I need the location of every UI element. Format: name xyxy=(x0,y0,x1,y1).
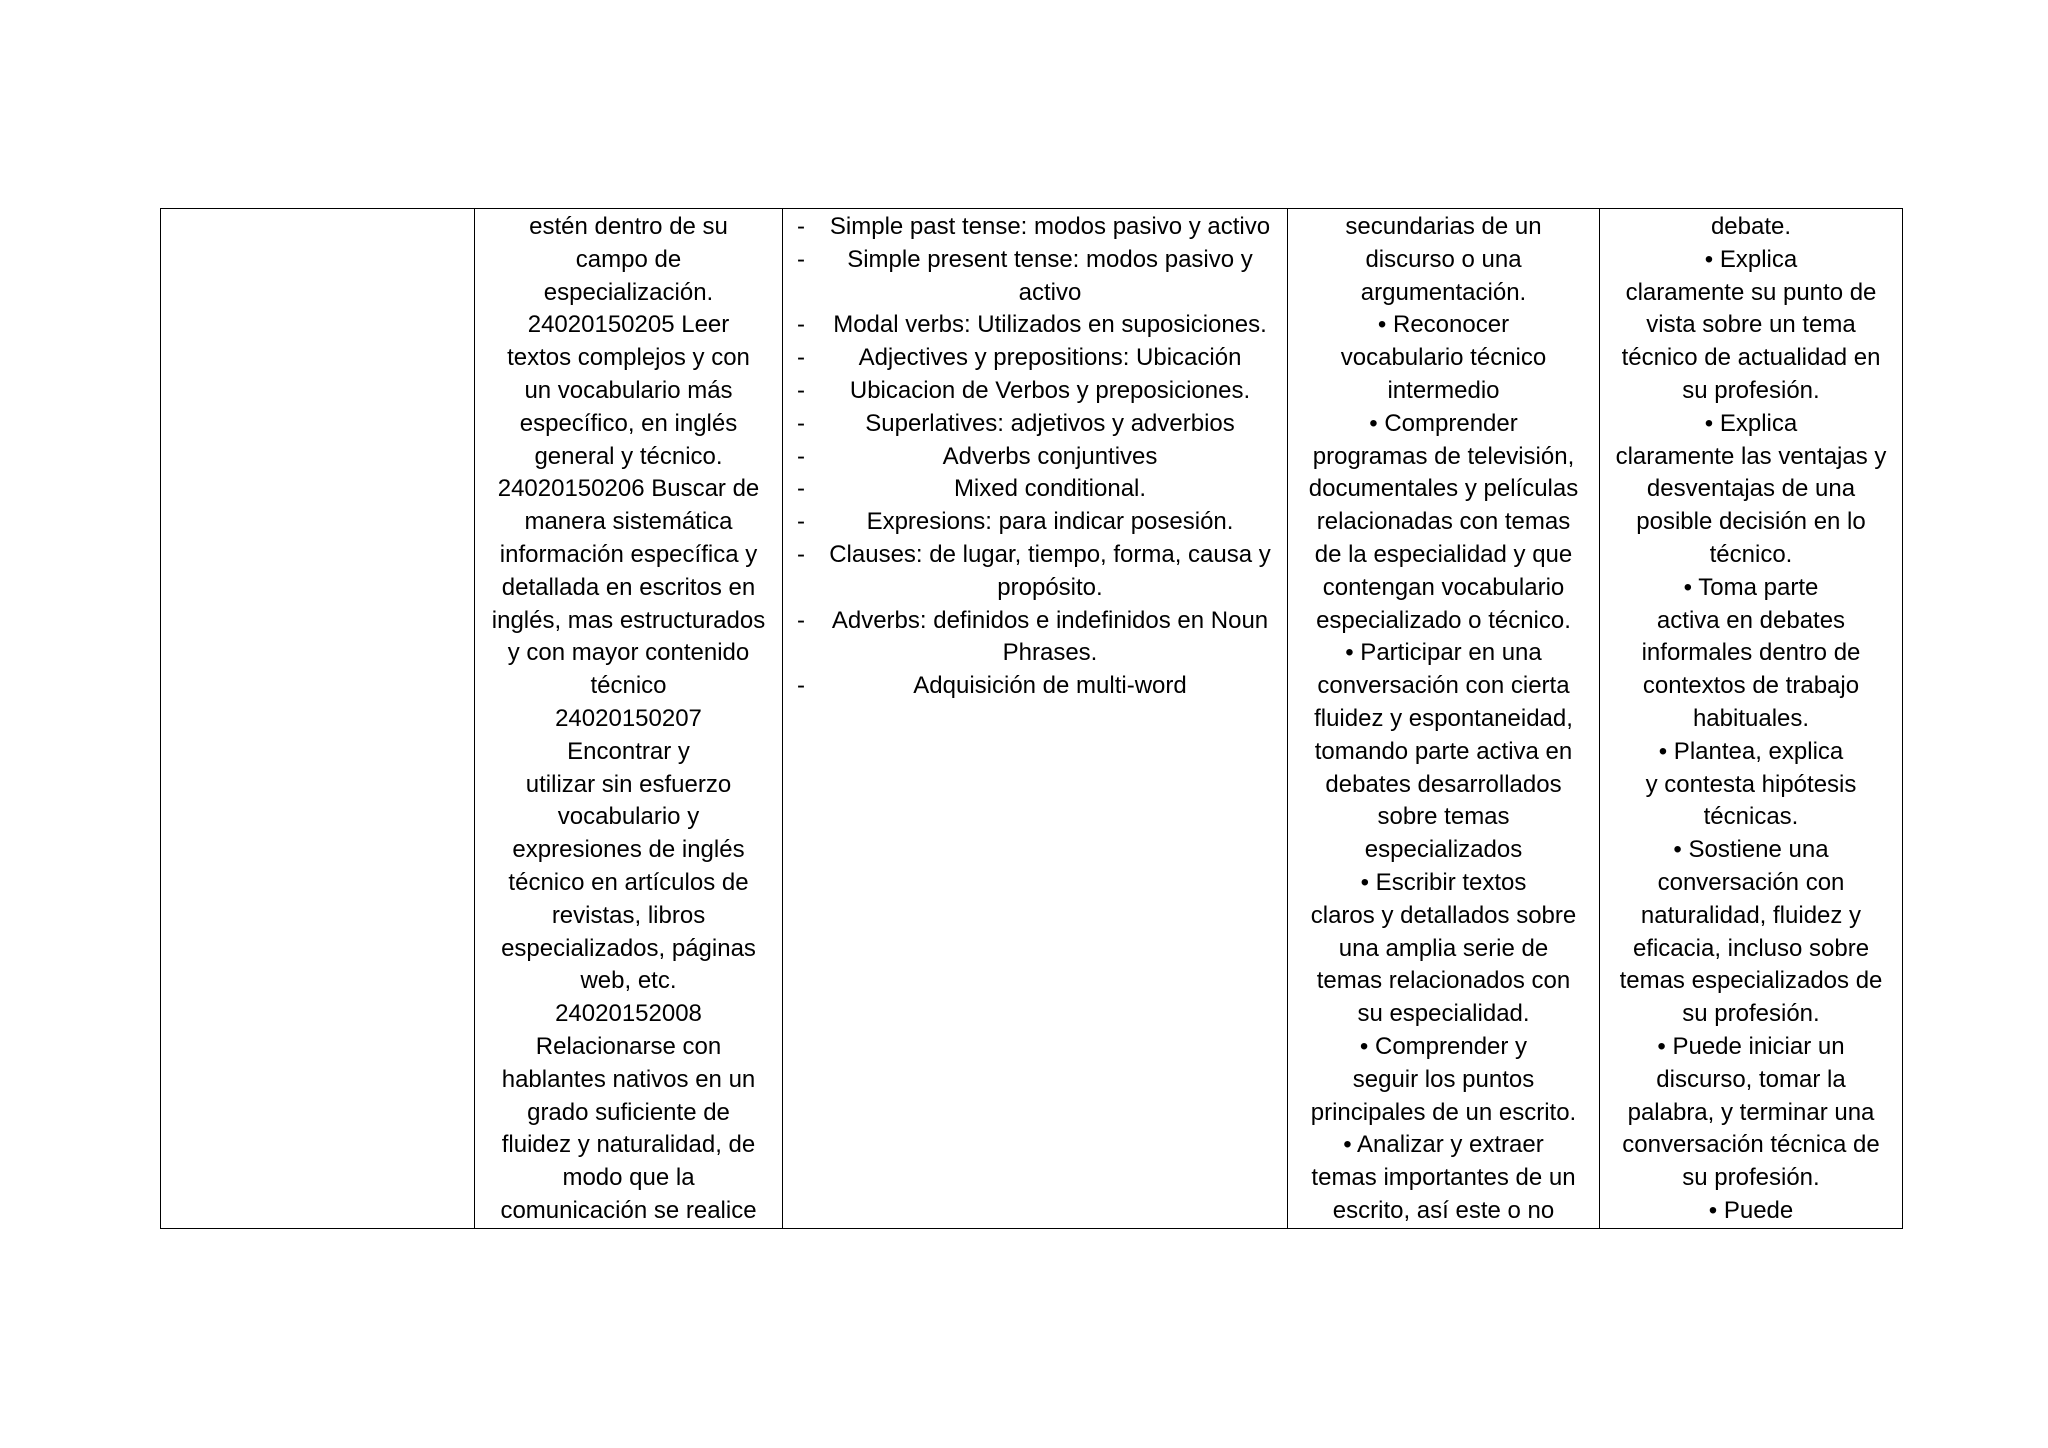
table-cell-grammar-contents xyxy=(783,209,1288,1229)
list-dash-marker: - xyxy=(797,344,805,372)
grammar-list-item xyxy=(797,506,1283,539)
list-dash-marker: - xyxy=(797,475,805,503)
grammar-list-item xyxy=(797,473,1283,506)
list-dash-marker: - xyxy=(797,672,805,700)
grammar-list-item xyxy=(797,375,1283,408)
grammar-list xyxy=(783,209,1287,703)
grammar-item-text: Adjectives y prepositions: Ubicación xyxy=(858,344,1242,372)
list-dash-marker: - xyxy=(797,311,805,339)
grammar-item-text: Adverbs conjuntives xyxy=(942,442,1158,470)
table-cell-col1 xyxy=(161,209,475,1229)
grammar-item-text: Superlatives: adjetivos y adverbios xyxy=(865,409,1235,437)
list-dash-marker: - xyxy=(797,540,805,568)
grammar-list-item xyxy=(797,342,1283,375)
grammar-item-text: Adverbs: definidos e indefinidos en Noun Phrases. xyxy=(831,606,1269,667)
table-cell-performance-criteria xyxy=(1600,209,1903,1229)
content-table xyxy=(160,208,1903,1229)
grammar-list-item xyxy=(797,309,1283,342)
grammar-list-item xyxy=(797,670,1283,703)
grammar-item-text: Simple past tense: modos pasivo y activo xyxy=(829,213,1271,240)
cell-col1-text xyxy=(161,209,474,211)
list-dash-marker: - xyxy=(797,442,805,470)
list-dash-marker: - xyxy=(797,606,805,634)
table-cell-competences xyxy=(1288,209,1600,1229)
grammar-item-text: Simple present tense: modos pasivo y activo xyxy=(847,245,1253,306)
table-row xyxy=(161,209,1903,1229)
list-dash-marker: - xyxy=(797,376,805,404)
grammar-list-item xyxy=(797,211,1283,244)
grammar-item-text: Expresions: para indicar posesión. xyxy=(866,508,1234,536)
grammar-item-text: Adquisición de multi-word xyxy=(913,672,1187,700)
grammar-item-text: Ubicacion de Verbos y preposiciones. xyxy=(849,376,1251,404)
grammar-item-text: Mixed conditional. xyxy=(953,475,1147,503)
grammar-item-text: Modal verbs: Utilizados en suposiciones. xyxy=(833,311,1267,339)
performance-criteria-text: debate. • Explica claramente su punto de vista sobre un tema técnico de actualidad en su profesión. • Explica claramente las ventajas y desventajas de una posible decisión en lo técnico. • Toma parte activa en debates informales dentro de contextos de trabajo habituales. • Plantea, explica y contesta hipótesis técnicas. • Sostiene una conversación con naturalidad, fluidez y eficacia, incluso sobre temas especializados de su profesión. • Puede iniciar un discurso, tomar la palabra, y terminar una conversación técnica de su profesión. • Puede xyxy=(1615,213,1887,1224)
grammar-list-item xyxy=(797,408,1283,441)
grammar-list-item xyxy=(797,539,1283,605)
grammar-list-item xyxy=(797,244,1283,310)
grammar-item-text: Clauses: de lugar, tiempo, forma, causa y propósito. xyxy=(829,540,1271,601)
list-dash-marker: - xyxy=(797,245,805,273)
list-dash-marker: - xyxy=(797,409,805,437)
list-dash-marker: - xyxy=(797,508,805,536)
competences-text: secundarias de un discurso o una argumentación. • Reconocer vocabulario técnico intermedio • Comprender programas de televisión, documentales y películas relacionadas con temas de la especialidad y que contengan vocabulario especializado o técnico. • Participar en una conversación con cierta fluidez y espontaneidad, tomando parte activa en debates desarrollados sobre temas especializados • Escribir textos claros y detallados sobre una amplia serie de temas relacionados con su especialidad. • Comprender y seguir los puntos principales de un escrito. • Analizar y extraer temas importantes de un escrito, así este o no xyxy=(1308,213,1579,1224)
grammar-list-item xyxy=(797,605,1283,671)
learning-outcomes-text: estén dentro de su campo de especialización. 24020150205 Leer textos complejos y con un vocabulario más específico, en inglés general y técnico. 24020150206 Buscar de manera sistemática información específica y detallada en escritos en inglés, mas estructurados y con mayor contenido técnico 24020150207 Encontrar y utilizar sin esfuerzo vocabulario y expresiones de inglés técnico en artículos de revistas, libros especializados, páginas web, etc. 24020152008 Relacionarse con hablantes nativos en un grado suficiente de fluidez y naturalidad, de modo que la comunicación se realice xyxy=(491,213,766,1224)
list-dash-marker: - xyxy=(797,213,805,240)
table-cell-learning-outcomes xyxy=(475,209,783,1229)
grammar-list-item xyxy=(797,441,1283,474)
